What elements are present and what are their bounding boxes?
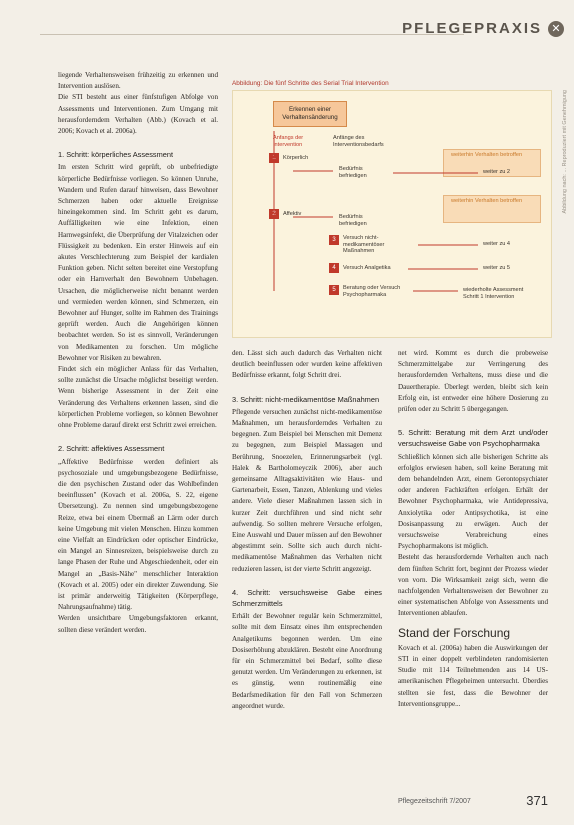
flow-figure	[232, 80, 550, 338]
figure-caption: Abbildung: Die fünf Schritte des Serial Trial Intervention	[232, 80, 389, 87]
step-1: Körperlich	[283, 155, 309, 161]
paragraph: Pflegende versuchen zunächst nicht-medikamentöse Maßnahmen, um herausforderndes Verhalten zu begegnen. Zum Beispiel bei Menschen mit Demenz zu begegnen, zum Beispiel Massagen und Berührung, Snoezelen, Erinnerungsarbeit (vgl. Halek & Bartholomeyczik 2006), aber auch gemeinsame Alltagsaktivitäten wie Haus- und Gartenarbeit, Essen, Tanzen, Ablenkung und vieles andere. Viele dieser Maßnahmen lassen sich in kurzer Zeit durchführen und sind nicht sehr aufwendig. So sollten mehrere Versuche erfolgen, Eine Auswahl und Dauer müssen auf den Bewohner abgestimmt sein. Sollte sich auch durch nicht-medikamentöse Maßnahmen das Verhalten nicht reduzieren lassen, ist der vierte Schritt angezeigt.	[232, 407, 382, 573]
paragraph: Im ersten Schritt wird geprüft, ob unbefriedigte körperliche Bedürfnisse vorliegen. So können Unruhe, Wandern und Rufen darauf hinweisen, dass Bewohner Schmerzen haben oder aktuelle Ereignisse hineingekommen sind. Im Schritt geht es darum, Auffälligkeiten wie eine Infektion, einen Harnwegsinfekt, die Überprüfung der Vitalzeichen oder Flüssigkeit zu bedenken. Ein erster Hinweis auf ein akutes Verschlechterung zum Beispiel der kardialen Funktion geben. Nicht selten bereitet eine Verstopfung oder ein Harnverhalt den Bewohnern Unbehagen. Ursachen, die möglicherweise nicht benannt werden und vermieden werden können, sind Schmerzen, ein Bewohner auf Hunger, sollte im Rahmen des Trainings geprüft werden. Auch die Angehörigen können beobachtet werden. So ist es sinnvoll, Veränderungen von Medikamenten zu forschen. Um mögliche Bewohner vor Risiken zu bewahren.	[58, 163, 218, 362]
note-1: weiterhin Verhalten betroffen	[451, 152, 523, 158]
paragraph: liegende Verhaltensweisen frühzeitig zu erkennen und Intervention auslösen.	[58, 71, 218, 91]
subheading: 2. Schritt: affektives Assessment	[58, 444, 165, 454]
text-column-1	[58, 70, 218, 636]
subheading: 4. Schritt: versuchsweise Gabe eines Schmerzmittels	[232, 587, 382, 609]
paragraph: Werden unsichtbare Umgebungsfaktoren erkannt, sollten diese verändert werden.	[58, 614, 218, 634]
step-1-result: Bedürfnis befriedigen	[339, 166, 367, 179]
step-5: Beratung oder Versuch Psychopharmaka	[343, 285, 401, 298]
figure-panel	[232, 90, 552, 338]
page-number: 371	[526, 793, 548, 808]
paragraph: Schließlich können sich alle bisherigen Schritte als erfolglos erwiesen haben, soll keine Beratung mit dem behandelnden Arzt, einem Gerontopsychiater oder anderen Fachkräften erfolgen. Erhält der Bewohner Psychopharmaka, wie Antidepressiva, Anxiolytika oder Antipsychotika, ist eine Dosisanpassung zu erwägen. Auch der versuchsweise Verabreichung eines Psychopharmakons ist möglich.	[398, 452, 548, 551]
paragraph: Findet sich ein möglicher Anlass für das Verhalten, sollte zunächst die Ursache möglichst beseitigt werden. Wenn bisherige Assessment in der Zeit eine Veränderung des Verhaltens erkennen lassen, sind die körperlichen Probleme vorliegen, so können Bewohner ohne Probleme darauf direkt erst Schritt zwei erreichen.	[58, 365, 218, 430]
section-heading: Stand der Forschung	[398, 625, 511, 640]
journal-name: Pflegezeitschrift 7/2007	[398, 798, 471, 805]
paragraph: „Affektive Bedürfnisse werden definiert als psychosoziale und umgebungsbezogene Bedürfnisse, die den psychischen Zustand oder das Wohlbefinden beeinflussen" (Kovach et al. 2006a, S. 22, eigene Übersetzung). Zu nennen sind umgebungsbezogene Reize, etwa bei einem Übermaß an Lärm oder durch keine Umgebung mit vielen Menschen. Hinzu kommen eine Vielfalt an Eindrücken oder optischer Eindrücke, ein Mangel an Sinnesreizen, beispielsweise durch zu lange Phasen der Ruhe und Abgeschiedenheit, oder ein Mangel an „Basis-Nähe" menschlicher Interaktion (Kovach et al. 2005) oder ein direkter Zuwendung. Sie ist primär anderweitig Tätigkeiten (Körperpflege, Nahrungsaufnahme) tätig.	[58, 457, 218, 612]
label-b: Anfänge des Interventionsbedarfs	[333, 135, 384, 148]
paragraph: net wird. Kommt es durch die probeweise Schmerzmittelgabe zur Verringerung des herausfordernden Verhaltens, muss diese und die Dauertherapie. Überlegt werden, bleibt sich kein Erfolg ein, ist entweder eine höhere Dosierung zu prüfen oder zu Schritt 5 übergegangen.	[398, 349, 548, 414]
text-column-3	[398, 348, 548, 710]
subheading: 5. Schritt: Beratung mit dem Arzt und/oder versuchsweise Gabe von Psychopharmaka	[398, 428, 548, 449]
section-title: PFLEGEPRAXIS	[402, 20, 542, 37]
note-2: weiterhin Verhalten betroffen	[451, 198, 523, 204]
label-a: Anfangs der Intervention	[273, 135, 304, 148]
step-3: Versuch nicht-medikamentöser Maßnahmen	[343, 235, 385, 255]
paragraph: den. Lässt sich auch dadurch das Verhalten nicht deutlich beeinflussen oder wurden keine affektiven Bedürfnisse erkannt, folgt Schritt drei.	[232, 349, 382, 380]
paragraph: Erhält der Bewohner regulär kein Schmerzmittel, sollte mit dem Einsatz eines ihm entsprechenden Analgetikums begonnen werden. Um eine Dosiserhöhung abzuklären. Besteht eine Anordnung für ein Schmerzmittel bei Bedarf, sollte diese genutzt werden. Um Veränderungen zu erkennen, ist es günstig, wenn routinemäßig eine Bedarfsmedikation für den Fall von Schmerzen angeordnet wurde.	[232, 612, 382, 710]
flow-arrows	[233, 91, 551, 337]
page-header	[0, 18, 574, 46]
step-4-out: weiter zu 5	[483, 265, 511, 271]
step-badge-5: 5	[329, 285, 339, 295]
step-1-out: weiter zu 2	[483, 169, 511, 175]
step-badge-1: 1	[269, 153, 279, 163]
paragraph: Kovach et al. (2006a) haben die Auswirkungen der STI in einer doppelt verblindeten randomisierten Studie mit 114 Teilnehmenden aus 14 US-amerikanischen Pflegeheimen untersucht. Überdies stellten sie fest, dass die Bewohner der Interventionsgruppe...	[398, 643, 548, 708]
step-badge-4: 4	[329, 263, 339, 273]
text-column-2	[232, 348, 382, 712]
paragraph: Besteht das herausfordernde Verhalten auch nach dem fünften Schritt fort, beginnt der Prozess wieder von vorn. Die Wirksamkeit zeigt sich, wenn die nachfolgenden Verhaltensweisen der Bewohner zu einer systematischen Abfolge von Assessments und Interventionen ablaufen.	[398, 553, 548, 618]
step-3-out: weiter zu 4	[483, 241, 511, 247]
step-4: Versuch Analgetika	[343, 265, 391, 271]
step-badge-2: 2	[269, 209, 279, 219]
header-rule	[40, 34, 464, 35]
paragraph: Die STI besteht aus einer fünfstufigen Abfolge von Assessments und Interventionen. Zum Umgang mit herausforderndem Verhalten (Abb.) (Kovach et al. 2006; Kovach et al. 2006a).	[58, 93, 218, 136]
close-badge-icon: ✕	[548, 21, 564, 37]
image-credit: Abbildung nach: ... Reproduziert mit Genehmigung	[562, 90, 568, 214]
subheading: 3. Schritt: nicht-medikamentöse Maßnahmen	[232, 394, 380, 404]
subheading: 1. Schritt: körperliches Assessment	[58, 150, 174, 160]
start-box: Erkennen einer Verhaltensänderung	[273, 101, 347, 127]
step-2-result: Bedürfnis befriedigen	[339, 214, 367, 227]
step-5-out: wiederholte Assessment Schritt 1 Intervention	[463, 287, 524, 300]
page-footer	[398, 793, 548, 808]
step-badge-3: 3	[329, 235, 339, 245]
step-2: Affektiv	[283, 211, 302, 217]
